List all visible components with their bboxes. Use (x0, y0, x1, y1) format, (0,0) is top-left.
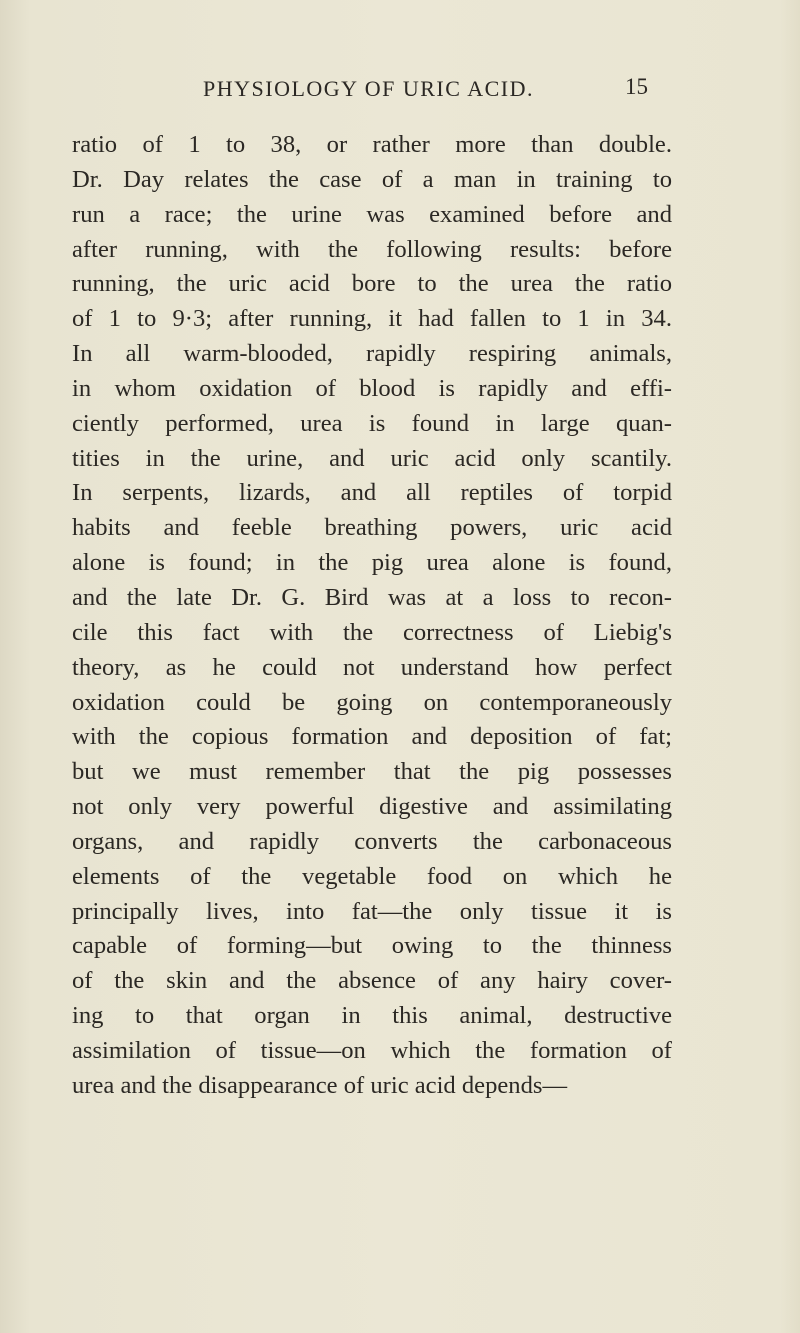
text-line: assimilation of tissue—on which the formation of (72, 1036, 672, 1064)
text-line: with the copious formation and deposition of fat; (72, 723, 672, 751)
text-line: ratio of 1 to 38, or rather more than double. (72, 131, 672, 158)
text-line: of the skin and the absence of any hairy cover- (72, 967, 672, 995)
text-line: In all warm-blooded, rapidly respiring animals, (72, 340, 672, 368)
text-line: theory, as he could not understand how perfect (72, 653, 672, 681)
text-line: in whom oxidation of blood is rapidly and effi- (72, 374, 672, 402)
text-line: cile this fact with the correctness of Liebig's (72, 618, 672, 646)
text-line: Dr. Day relates the case of a man in training to (72, 165, 672, 193)
page-header (0, 64, 800, 104)
text-line: alone is found; in the pig urea alone is found, (72, 549, 672, 577)
running-head: PHYSIOLOGY OF URIC ACID. (203, 76, 534, 101)
text-line: habits and feeble breathing powers, uric acid (72, 514, 672, 542)
text-line: principally lives, into fat—the only tissue it is (72, 897, 672, 925)
text-line: oxidation could be going on contemporaneously (72, 688, 672, 716)
page-number: 15 (625, 74, 648, 99)
text-line: urea and the disappearance of uric acid depends— (72, 1071, 568, 1099)
text-line: not only very powerful digestive and assimilating (72, 793, 672, 821)
text-line: capable of forming—but owing to the thinness (72, 932, 672, 960)
text-line: ing to that organ in this animal, destructive (72, 1002, 672, 1030)
text-line: of 1 to 9·3; after running, it had fallen to 1 in 34. (72, 305, 672, 333)
text-line: after running, with the following results: before (72, 235, 672, 263)
body-text (72, 128, 672, 1104)
text-line: ciently performed, urea is found in large quan- (72, 409, 672, 437)
text-line: elements of the vegetable food on which he (72, 862, 672, 890)
text-line: run a race; the urine was examined before and (72, 200, 672, 228)
text-line: organs, and rapidly converts the carbonaceous (72, 827, 672, 855)
text-line: In serpents, lizards, and all reptiles of torpid (72, 479, 672, 507)
text-line: and the late Dr. G. Bird was at a loss to recon- (72, 583, 672, 611)
text-line: running, the uric acid bore to the urea the ratio (72, 270, 672, 298)
text-line: tities in the urine, and uric acid only scantily. (72, 444, 672, 472)
text-line: but we must remember that the pig possesses (72, 758, 672, 786)
